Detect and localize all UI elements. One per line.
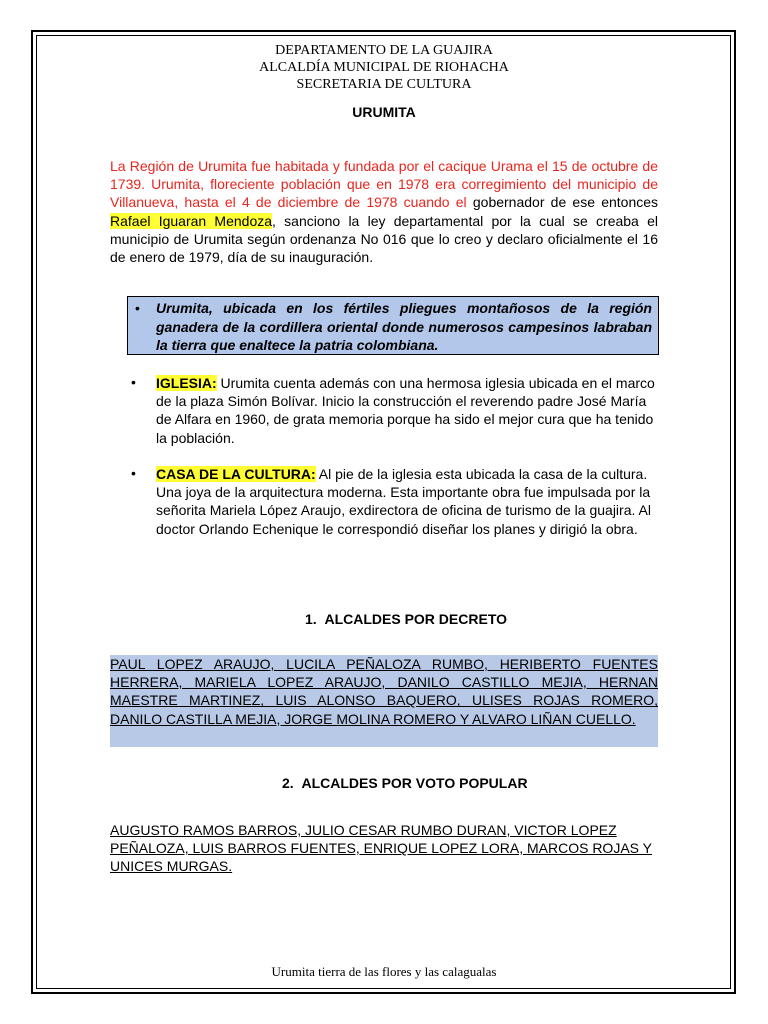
decree-mayors-list: PAUL LOPEZ ARAUJO, LUCILA PEÑALOZA RUMBO, HERIBERTO FUENTES HERRERA, MARIELA LOPEZ ARAUJO, DANILO CASTILLO MEJIA, HERNAN MAESTRE MARTINEZ, LUIS ALONSO BAQUERO, ULISES ROJAS ROMERO, DANILO CASTILLA MEJIA, JORGE MOLINA ROMERO Y ALVARO LIÑAN CUELLO. bbox=[110, 655, 658, 747]
item-label: IGLESIA: bbox=[156, 375, 217, 391]
intro-text-before-name: gobernador de ese entonces bbox=[472, 194, 659, 211]
section-number: 2. bbox=[282, 775, 294, 791]
section-number: 1. bbox=[305, 611, 317, 627]
bullet-icon: • bbox=[131, 374, 136, 390]
list-item-casa-cultura bbox=[156, 465, 660, 538]
intro-text-after-name: , sanciono la ley departamental por la cual se creaba el municipio de Urumita según ordenanza No 016 que lo creo y declaro oficialmente el 16 de enero de 1979, día de su inauguración. bbox=[110, 212, 658, 266]
document-header bbox=[0, 42, 768, 93]
item-label: CASA DE LA CULTURA: bbox=[156, 466, 316, 482]
section-heading-popular bbox=[282, 775, 528, 791]
intro-red-text: La Región de Urumita fue habitada y fundada por el cacique Urama el 15 de octubre de 1739. Urumita, floreciente población que en 1978 era corregimiento del municipio de Villanueva, hasta el 4 de diciembre de 1978 cuando el bbox=[110, 158, 658, 211]
bullet-icon: • bbox=[135, 300, 140, 316]
section-heading-decree bbox=[305, 611, 507, 627]
header-line-3: SECRETARIA DE CULTURA bbox=[296, 77, 472, 92]
list-item-iglesia bbox=[156, 374, 660, 447]
item-text: Urumita cuenta además con una hermosa iglesia ubicada en el marco de la plaza Simón Bolívar. Inicio la construcción el reverendo padre José María de Alfara en 1960, de grata memoria porque ha sido el mejor cura que ha tenido la población. bbox=[156, 375, 655, 446]
item-text: Al pie de la iglesia esta ubicada la casa de la cultura. Una joya de la arquitectura moderna. Esta importante obra fue impulsada por la señorita Mariela López Araujo, exdirectora de oficina de turismo de la guajira. Al doctor Orlando Echenique le correspondió diseñar los planes y dirigió la obra. bbox=[156, 466, 651, 537]
intro-paragraph bbox=[110, 157, 658, 266]
page-title: URUMITA bbox=[352, 104, 416, 120]
bullet-icon: • bbox=[131, 465, 136, 481]
section-title: ALCALDES POR DECRETO bbox=[324, 611, 508, 627]
popular-mayors-list: AUGUSTO RAMOS BARROS, JULIO CESAR RUMBO DURAN, VICTOR LOPEZ PEÑALOZA, LUIS BARROS FUENTES, ENRIQUE LOPEZ LORA, MARCOS ROJAS Y UNICES MURGAS. bbox=[110, 822, 652, 875]
header-line-1: DEPARTAMENTO DE LA GUAJIRA bbox=[275, 43, 493, 58]
highlighted-name: Rafael Iguaran Mendoza bbox=[110, 212, 273, 229]
header-line-2: ALCALDÍA MUNICIPAL DE RIOHACHA bbox=[259, 60, 509, 75]
section-title: ALCALDES POR VOTO POPULAR bbox=[301, 775, 528, 791]
boxed-bullet-text: Urumita, ubicada en los fértiles pliegues montañosos de la región ganadera de la cordillera oriental donde numerosos campesinos labraban la tierra que enaltece la patria colombiana. bbox=[156, 300, 652, 353]
page-footer: Urumita tierra de las flores y las calagualas bbox=[271, 964, 497, 979]
boxed-bullet bbox=[127, 296, 659, 355]
